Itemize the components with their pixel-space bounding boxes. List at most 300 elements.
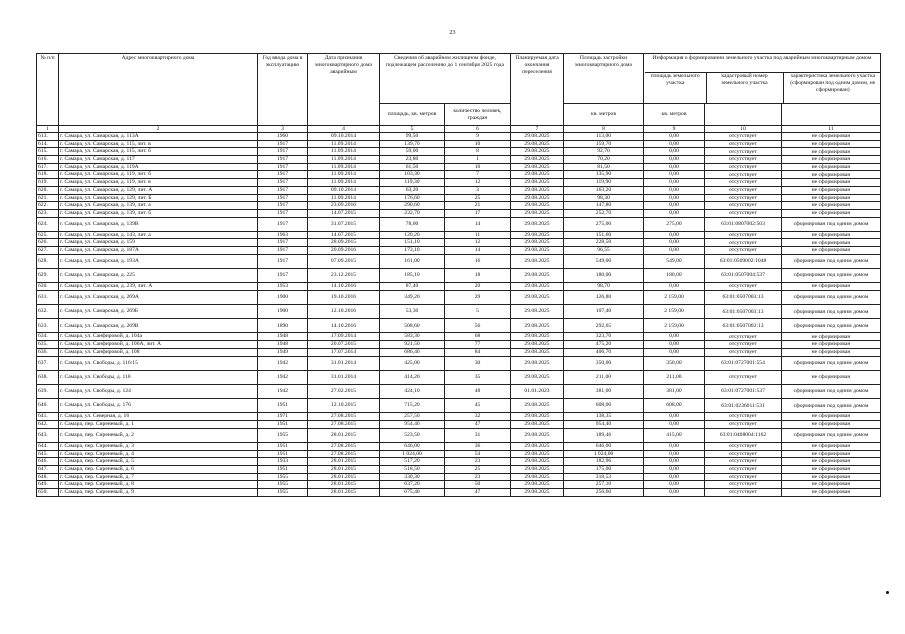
land-area-cell: 0,00 xyxy=(644,231,705,239)
recognition-date-cell: 11.09.2014 xyxy=(308,171,380,179)
table-header xyxy=(37,54,881,133)
building-area-cell: 211,00 xyxy=(564,370,644,384)
characteristic-cell: сформирован под одним домом xyxy=(782,254,881,268)
column-number: 11 xyxy=(782,126,881,133)
row-number: 650. xyxy=(37,488,59,496)
recognition-date-cell: 14.07.2015 xyxy=(308,209,380,217)
characteristic-cell: не сформирован xyxy=(782,348,881,356)
address-cell: г. Самара, ул. Самарская, д. 117 xyxy=(59,156,258,164)
area-cell: 637,20 xyxy=(380,481,445,489)
address-cell: г. Самара, ул. Самарская, д. 115, лит. в xyxy=(59,140,258,148)
characteristic-cell: сформирован под одним домом xyxy=(782,269,881,283)
characteristic-cell: не сформирован xyxy=(782,341,881,349)
row-number: 624. xyxy=(37,217,59,231)
recognition-date-cell: 20.07.2015 xyxy=(308,341,380,349)
column-number: 10 xyxy=(705,126,782,133)
address-cell: г. Самара, ул. Самарская, д. 187А xyxy=(59,247,258,255)
land-area-cell: 0,00 xyxy=(644,283,705,291)
table-row xyxy=(37,413,881,421)
people-cell: 1 xyxy=(445,156,511,164)
cadastral-cell: отсутствует xyxy=(705,450,782,458)
land-area-cell: 2 159,00 xyxy=(644,305,705,319)
table-row xyxy=(37,473,881,481)
characteristic-cell: не сформирован xyxy=(782,442,881,450)
area-cell: 583,30 xyxy=(380,333,445,341)
building-area-cell: 549,00 xyxy=(564,254,644,268)
building-area-cell: 1 024,00 xyxy=(564,450,644,458)
land-area-cell: 0,00 xyxy=(644,348,705,356)
cadastral-cell: 63:01:0727001:537 xyxy=(705,384,782,398)
land-area-cell: 549,00 xyxy=(644,254,705,268)
area-cell: 103,30 xyxy=(380,171,445,179)
address-cell: г. Самара, ул. Свободы, д. 124 xyxy=(59,384,258,398)
planned-date-cell: 29.08.2025 xyxy=(511,450,564,458)
table-row xyxy=(37,202,881,210)
recognition-date-cell: 11.09.2014 xyxy=(308,156,380,164)
building-area-cell: 475,20 xyxy=(564,341,644,349)
land-area-cell: 0,00 xyxy=(644,202,705,210)
land-area-cell: 0,00 xyxy=(644,450,705,458)
row-number: 647. xyxy=(37,465,59,473)
planned-date-cell: 29.08.2025 xyxy=(511,465,564,473)
table-row xyxy=(37,465,881,473)
cadastral-cell: отсутствует xyxy=(705,413,782,421)
table-row xyxy=(37,163,881,171)
address-cell: г. Самара, ул. Самарская, д. 239, лит. А xyxy=(59,283,258,291)
building-area-cell: 81,50 xyxy=(564,163,644,171)
characteristic-cell: не сформирован xyxy=(782,133,881,141)
building-area-cell: 381,00 xyxy=(564,384,644,398)
land-area-cell: 608,00 xyxy=(644,399,705,413)
row-number: 625. xyxy=(37,231,59,239)
housing-register-table xyxy=(36,53,881,497)
address-cell: г. Самара, пер. Сиреневый, д. 4 xyxy=(59,450,258,458)
row-number: 639. xyxy=(37,384,59,398)
planned-date-cell: 29.08.2025 xyxy=(511,283,564,291)
area-cell: 151,10 xyxy=(380,239,445,247)
land-area-cell: 0,00 xyxy=(644,209,705,217)
land-area-cell: 0,00 xyxy=(644,413,705,421)
row-number: 637. xyxy=(37,356,59,370)
planned-date-cell: 29.08.2025 xyxy=(511,428,564,442)
building-area-cell: 252,70 xyxy=(564,209,644,217)
area-cell: 414,20 xyxy=(380,370,445,384)
area-cell: 715,20 xyxy=(380,399,445,413)
area-cell: 675,40 xyxy=(380,488,445,496)
area-cell: 232,70 xyxy=(380,209,445,217)
year-cell: 1960 xyxy=(258,133,308,141)
year-cell: 1917 xyxy=(258,148,308,156)
people-cell: 23 xyxy=(445,458,511,466)
row-number: 617. xyxy=(37,163,59,171)
land-area-cell: 0,00 xyxy=(644,488,705,496)
address-cell: г. Самара, пер. Сиреневый, д. 9 xyxy=(59,488,258,496)
year-cell: 1917 xyxy=(258,247,308,255)
column-number: 6 xyxy=(445,126,511,133)
recognition-date-cell: 27.08.2015 xyxy=(308,420,380,428)
recognition-date-cell: 11.09.2014 xyxy=(308,194,380,202)
margin-mark xyxy=(886,591,889,594)
row-number: 619. xyxy=(37,179,59,187)
planned-date-cell: 01.01.2023 xyxy=(511,384,564,398)
land-area-cell: 0,00 xyxy=(644,156,705,164)
year-cell: 1890 xyxy=(258,319,308,333)
address-cell: г. Самара, ул. Самарская, д. 115, лит. б xyxy=(59,148,258,156)
people-cell: 3 xyxy=(445,186,511,194)
row-number: 615. xyxy=(37,148,59,156)
recognition-date-cell: 11.09.2014 xyxy=(308,179,380,187)
recognition-date-cell: 14.07.2015 xyxy=(308,231,380,239)
table-row xyxy=(37,133,881,141)
planned-date-cell: 29.08.2025 xyxy=(511,319,564,333)
people-cell: 12 xyxy=(445,179,511,187)
characteristic-cell: не сформирован xyxy=(782,488,881,496)
row-number: 649. xyxy=(37,481,59,489)
planned-date-cell: 29.08.2025 xyxy=(511,333,564,341)
characteristic-cell: не сформирован xyxy=(782,458,881,466)
cadastral-cell: отсутствует xyxy=(705,179,782,187)
building-area-cell: 70,20 xyxy=(564,156,644,164)
cadastral-cell: отсутствует xyxy=(705,481,782,489)
address-cell: г. Самара, ул. Свободы, д. 176 xyxy=(59,399,258,413)
building-area-cell: 138,35 xyxy=(564,413,644,421)
recognition-date-cell: 28.09.2015 xyxy=(308,239,380,247)
area-cell: 78,00 xyxy=(380,217,445,231)
land-area-cell: 0,00 xyxy=(644,458,705,466)
table-row xyxy=(37,194,881,202)
planned-date-cell: 29.08.2025 xyxy=(511,413,564,421)
characteristic-cell: сформирован под одним домом xyxy=(782,217,881,231)
address-cell: г. Самара, пер. Сиреневый, д. 1 xyxy=(59,420,258,428)
table-row xyxy=(37,442,881,450)
people-cell: 17 xyxy=(445,209,511,217)
characteristic-cell: сформирован под одним домом xyxy=(782,290,881,304)
building-area-cell: 92,70 xyxy=(564,148,644,156)
land-area-cell: 275,00 xyxy=(644,217,705,231)
column-number: 7 xyxy=(511,126,564,133)
row-number: 626. xyxy=(37,239,59,247)
characteristic-cell: не сформирован xyxy=(782,163,881,171)
people-cell: 50 xyxy=(445,481,511,489)
recognition-date-cell: 17.09.2014 xyxy=(308,333,380,341)
area-cell: 424,10 xyxy=(380,384,445,398)
building-area-cell: 135,90 xyxy=(564,171,644,179)
people-cell: 84 xyxy=(445,348,511,356)
area-cell: 99,50 xyxy=(380,133,445,141)
cadastral-cell: отсутствует xyxy=(705,156,782,164)
land-area-cell: 0,00 xyxy=(644,473,705,481)
cadastral-cell: 63:01:0236011:531 xyxy=(705,399,782,413)
characteristic-cell: не сформирован xyxy=(782,209,881,217)
planned-date-cell: 29.08.2025 xyxy=(511,217,564,231)
planned-date-cell: 29.08.2025 xyxy=(511,156,564,164)
planned-date-cell: 29.08.2025 xyxy=(511,481,564,489)
planned-date-cell: 29.08.2025 xyxy=(511,202,564,210)
row-number: 631. xyxy=(37,290,59,304)
building-area-cell: 98,30 xyxy=(564,194,644,202)
row-number: 636. xyxy=(37,348,59,356)
characteristic-cell: не сформирован xyxy=(782,194,881,202)
planned-date-cell: 29.08.2025 xyxy=(511,179,564,187)
planned-date-cell: 29.08.2025 xyxy=(511,341,564,349)
year-cell: 1933 xyxy=(258,458,308,466)
table-row xyxy=(37,239,881,247)
planned-date-cell: 29.08.2025 xyxy=(511,420,564,428)
characteristic-cell: сформирован под одним домом xyxy=(782,319,881,333)
people-cell: 21 xyxy=(445,202,511,210)
cadastral-cell: отсутствует xyxy=(705,171,782,179)
header-planned-date: Планируемая дата окончания переселения xyxy=(511,54,564,126)
land-area-cell: 0,00 xyxy=(644,140,705,148)
land-area-cell: 381,00 xyxy=(644,384,705,398)
year-cell: 1917 xyxy=(258,202,308,210)
characteristic-cell: не сформирован xyxy=(782,247,881,255)
year-cell: 1917 xyxy=(258,140,308,148)
row-number: 628. xyxy=(37,254,59,268)
recognition-date-cell: 23.09.2016 xyxy=(308,202,380,210)
recognition-date-cell: 28.01.2015 xyxy=(308,481,380,489)
characteristic-cell: не сформирован xyxy=(782,186,881,194)
land-area-cell: 0,00 xyxy=(644,148,705,156)
people-cell: 56 xyxy=(445,319,511,333)
year-cell: 1917 xyxy=(258,179,308,187)
table-row xyxy=(37,384,881,398)
recognition-date-cell: 11.09.2014 xyxy=(308,148,380,156)
year-cell: 1955 xyxy=(258,473,308,481)
year-cell: 1942 xyxy=(258,356,308,370)
address-cell: г. Самара, пер. Сиреневый, д. 5 xyxy=(59,458,258,466)
people-cell: 47 xyxy=(445,488,511,496)
land-area-cell: 0,00 xyxy=(644,442,705,450)
header-characteristic-empty xyxy=(782,104,881,126)
table-row xyxy=(37,356,881,370)
address-cell: г. Самара, ул. Санфировой, д. 108 xyxy=(59,348,258,356)
year-cell: 1963 xyxy=(258,231,308,239)
column-number: 2 xyxy=(59,126,258,133)
planned-date-cell: 29.08.2025 xyxy=(511,186,564,194)
address-cell: г. Самара, ул. Северная, д. 16 xyxy=(59,413,258,421)
recognition-date-cell: 28.01.2015 xyxy=(308,473,380,481)
table-row xyxy=(37,348,881,356)
table-row xyxy=(37,186,881,194)
area-cell: 523,50 xyxy=(380,428,445,442)
column-number: 1 xyxy=(37,126,59,133)
address-cell: г. Самара, ул. Самарская, д. 119А xyxy=(59,163,258,171)
cadastral-cell: отсутствует xyxy=(705,488,782,496)
people-cell: 54 xyxy=(445,450,511,458)
building-area-cell: 182,96 xyxy=(564,458,644,466)
cadastral-cell: отсутствует xyxy=(705,247,782,255)
planned-date-cell: 29.08.2025 xyxy=(511,269,564,283)
planned-date-cell: 29.08.2025 xyxy=(511,290,564,304)
people-cell: 25 xyxy=(445,465,511,473)
characteristic-cell: не сформирован xyxy=(782,473,881,481)
characteristic-cell: не сформирован xyxy=(782,481,881,489)
year-cell: 1948 xyxy=(258,341,308,349)
characteristic-cell: не сформирован xyxy=(782,465,881,473)
address-cell: г. Самара, пер. Сиреневый, д. 2 xyxy=(59,428,258,442)
cadastral-cell: 63:01:0507004:537 xyxy=(705,269,782,283)
table-row xyxy=(37,254,881,268)
building-area-cell: 608,00 xyxy=(564,399,644,413)
characteristic-cell: сформирован под одним домом xyxy=(782,356,881,370)
building-area-cell: 159,70 xyxy=(564,140,644,148)
characteristic-cell: не сформирован xyxy=(782,202,881,210)
recognition-date-cell: 09.10.2014 xyxy=(308,186,380,194)
cadastral-cell: отсутствует xyxy=(705,465,782,473)
cadastral-cell: отсутствует xyxy=(705,202,782,210)
address-cell: г. Самара, ул. Самарская, д. 129, лит. Б xyxy=(59,194,258,202)
row-number: 646. xyxy=(37,458,59,466)
table-row xyxy=(37,341,881,349)
characteristic-cell: не сформирован xyxy=(782,370,881,384)
cadastral-cell: отсутствует xyxy=(705,239,782,247)
row-number: 630. xyxy=(37,283,59,291)
row-number: 616. xyxy=(37,156,59,164)
year-cell: 1917 xyxy=(258,163,308,171)
people-cell: 8 xyxy=(445,148,511,156)
header-num: № п/п xyxy=(37,54,59,126)
land-area-cell: 0,00 xyxy=(644,194,705,202)
recognition-date-cell: 28.01.2015 xyxy=(308,488,380,496)
building-area-cell: 96,55 xyxy=(564,247,644,255)
row-number: 623. xyxy=(37,209,59,217)
header-land-info-title: Информация о формировании земельного участка под аварийным многоквартирным домом xyxy=(652,55,872,61)
row-number: 633. xyxy=(37,319,59,333)
people-cell: 16 xyxy=(445,254,511,268)
characteristic-cell: не сформирован xyxy=(782,156,881,164)
planned-date-cell: 29.08.2025 xyxy=(511,171,564,179)
land-area-cell: 0,00 xyxy=(644,239,705,247)
area-cell: 508,60 xyxy=(380,319,445,333)
header-building-area-unit: кв. метров xyxy=(564,104,644,126)
year-cell: 1953 xyxy=(258,283,308,291)
area-cell: 176,60 xyxy=(380,194,445,202)
table-row xyxy=(37,399,881,413)
year-cell: 1917 xyxy=(258,194,308,202)
row-number: 634. xyxy=(37,333,59,341)
table-row xyxy=(37,247,881,255)
planned-date-cell: 29.08.2025 xyxy=(511,305,564,319)
year-cell: 1917 xyxy=(258,254,308,268)
recognition-date-cell: 11.09.2014 xyxy=(308,140,380,148)
row-number: 638. xyxy=(37,370,59,384)
characteristic-cell: не сформирован xyxy=(782,179,881,187)
building-area-cell: 180,00 xyxy=(564,269,644,283)
row-number: 640. xyxy=(37,399,59,413)
planned-date-cell: 29.08.2025 xyxy=(511,356,564,370)
area-cell: 161,00 xyxy=(380,254,445,268)
address-cell: г. Самара, ул. Самарская, д. 269Б xyxy=(59,305,258,319)
characteristic-cell: не сформирован xyxy=(782,420,881,428)
people-cell: 23 xyxy=(445,473,511,481)
table-row xyxy=(37,458,881,466)
year-cell: 1900 xyxy=(258,290,308,304)
recognition-date-cell: 23.12.2015 xyxy=(308,269,380,283)
building-area-cell: 406,70 xyxy=(564,348,644,356)
area-cell: 23,80 xyxy=(380,156,445,164)
building-area-cell: 119,90 xyxy=(564,179,644,187)
planned-date-cell: 29.08.2025 xyxy=(511,194,564,202)
column-number: 8 xyxy=(564,126,644,133)
table-row xyxy=(37,217,881,231)
table-row xyxy=(37,209,881,217)
address-cell: г. Самара, ул. Самарская, д. 159 xyxy=(59,239,258,247)
characteristic-cell: сформирован под одним домом xyxy=(782,305,881,319)
building-area-cell: 318,53 xyxy=(564,473,644,481)
people-cell: 5 xyxy=(445,305,511,319)
header-land-area-unit: кв. метров xyxy=(644,104,705,126)
address-cell: г. Самара, ул. Самарская, д. 193А xyxy=(59,254,258,268)
characteristic-cell: не сформирован xyxy=(782,333,881,341)
recognition-date-cell: 20.09.2016 xyxy=(308,247,380,255)
table-row xyxy=(37,140,881,148)
table-row xyxy=(37,179,881,187)
building-area-cell: 257,10 xyxy=(564,481,644,489)
row-number: 643. xyxy=(37,428,59,442)
recognition-date-cell: 14.10.2016 xyxy=(308,283,380,291)
characteristic-cell: сформирован под одним домом xyxy=(782,384,881,398)
header-characteristic: характеристика земельного участка (сформирован под одним домом, не сформирован) xyxy=(783,73,880,104)
cadastral-cell: отсутствует xyxy=(705,133,782,141)
address-cell: г. Самара, ул. Санфировой, д. 104а xyxy=(59,333,258,341)
area-cell: 921,50 xyxy=(380,341,445,349)
building-area-cell: 163,20 xyxy=(564,186,644,194)
table-row xyxy=(37,370,881,384)
planned-date-cell: 29.08.2025 xyxy=(511,254,564,268)
land-area-cell: 415,00 xyxy=(644,428,705,442)
area-cell: 257,50 xyxy=(380,413,445,421)
address-cell: г. Самара, пер. Сиреневый, д. 8 xyxy=(59,481,258,489)
building-area-cell: 107,40 xyxy=(564,305,644,319)
recognition-date-cell: 27.08.2015 xyxy=(308,442,380,450)
land-area-cell: 2 159,00 xyxy=(644,290,705,304)
address-cell: г. Самара, ул. Самарская, д. 113А xyxy=(59,133,258,141)
cadastral-cell: отсутствует xyxy=(705,370,782,384)
header-cadastral-empty xyxy=(705,104,782,126)
year-cell: 1951 xyxy=(258,465,308,473)
header-fund-info: Сведения об аварийном жилищном фонде, подлежащем расселению до 1 сентября 2025 года xyxy=(380,54,511,104)
recognition-date-cell: 31.01.2014 xyxy=(308,370,380,384)
year-cell: 1917 xyxy=(258,209,308,217)
area-cell: 290,60 xyxy=(380,202,445,210)
address-cell: г. Самара, пер. Сиреневый, д. 3 xyxy=(59,442,258,450)
land-area-cell: 0,00 xyxy=(644,186,705,194)
area-cell: 425,00 xyxy=(380,356,445,370)
header-area: площадь, кв. метров xyxy=(380,104,445,126)
year-cell: 1917 xyxy=(258,186,308,194)
table-row xyxy=(37,319,881,333)
building-area-cell: 323,70 xyxy=(564,333,644,341)
recognition-date-cell: 28.01.2015 xyxy=(308,428,380,442)
area-cell: 185,10 xyxy=(380,269,445,283)
area-cell: 954,40 xyxy=(380,420,445,428)
characteristic-cell: не сформирован xyxy=(782,413,881,421)
planned-date-cell: 29.08.2025 xyxy=(511,488,564,496)
people-cell: 32 xyxy=(445,413,511,421)
year-cell: 1951 xyxy=(258,442,308,450)
recognition-date-cell: 27.08.2015 xyxy=(308,413,380,421)
row-number: 635. xyxy=(37,341,59,349)
table-body xyxy=(37,133,881,497)
recognition-date-cell: 12.10.2016 xyxy=(308,305,380,319)
cadastral-cell: отсутствует xyxy=(705,148,782,156)
recognition-date-cell: 11.09.2014 xyxy=(308,163,380,171)
building-area-cell: 350,00 xyxy=(564,356,644,370)
column-numbers-row xyxy=(37,126,881,133)
land-area-cell: 0,00 xyxy=(644,341,705,349)
year-cell: 1948 xyxy=(258,333,308,341)
